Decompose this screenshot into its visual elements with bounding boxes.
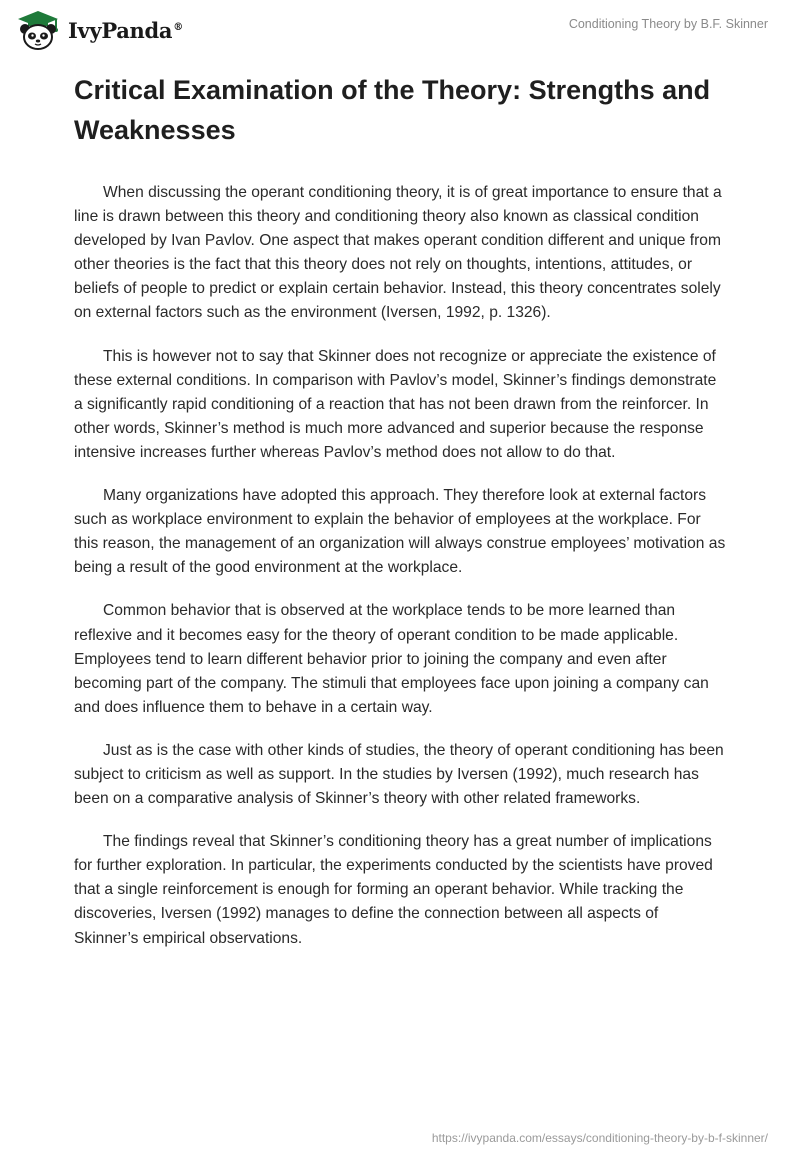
paragraph: Common behavior that is observed at the workplace tends to be more learned than reflexive and it becomes easy for the theory of operant condition to be made applicable. Employees tend to learn different behavior prior to joining the company and even after becoming part of the company. The stimuli that employees face upon joining a company can and does influence them to behave in a certain way. <box>74 602 709 716</box>
essay-content <box>74 70 726 970</box>
page-header <box>0 0 800 60</box>
document-title: Conditioning Theory by B.F. Skinner <box>568 17 768 31</box>
paragraph: Many organizations have adopted this approach. They therefore look at external factors such as workplace environment to explain the behavior of employees at the workplace. For this reason, the management of an organization will always construe employees’ motivation as being a result of the good environment at the workplace. <box>74 487 726 577</box>
panda-graduate-icon <box>14 9 62 51</box>
paragraph-list <box>74 181 726 951</box>
paragraph: This is however not to say that Skinner does not recognize or appreciate the existence of these external conditions. In comparison with Pavlov’s model, Skinner’s findings demonstrate a significantly rapid conditioning of a reaction that has not been drawn from the reinforcer. In other words, Skinner’s method is much more advanced and superior because the response intensive increases further whereas Pavlov’s method does not allow to do that. <box>74 347 717 461</box>
paragraph: The findings reveal that Skinner’s conditioning theory has a great number of implications for further exploration. In particular, the experiments conducted by the scientists have proved that a single reinforcement is enough for forming an operant behavior. While tracking the discoveries, Iversen (1992) manages to define the connection between all aspects of Skinner’s empirical observations. <box>74 833 713 947</box>
registered-mark: ® <box>173 21 183 33</box>
paragraph: When discussing the operant conditioning theory, it is of great importance to ensure that a line is drawn between this theory and conditioning theory also known as classical condition developed by Ivan Pavlov. One aspect that makes operant condition different and unique from other theories is the fact that this theory does not rely on thoughts, intentions, attitudes, or beliefs of people to predict or explain certain behavior. Instead, this theory concentrates solely on external factors such as the environment (Iversen, 1992, p. 1326). <box>74 184 722 322</box>
brand-name: IvyPanda® <box>68 17 183 43</box>
paragraph: Just as is the case with other kinds of studies, the theory of operant conditioning has been subject to criticism as well as support. In the studies by Iversen (1992), much research has been on a comparative analysis of Skinner’s theory with other related frameworks. <box>74 741 724 808</box>
source-url[interactable]: https://ivypanda.com/essays/conditioning-theory-by-b-f-skinner/ <box>431 1131 768 1145</box>
ivypanda-logo[interactable] <box>14 9 183 51</box>
section-heading: Critical Examination of the Theory: Strengths and Weaknesses <box>74 75 711 145</box>
